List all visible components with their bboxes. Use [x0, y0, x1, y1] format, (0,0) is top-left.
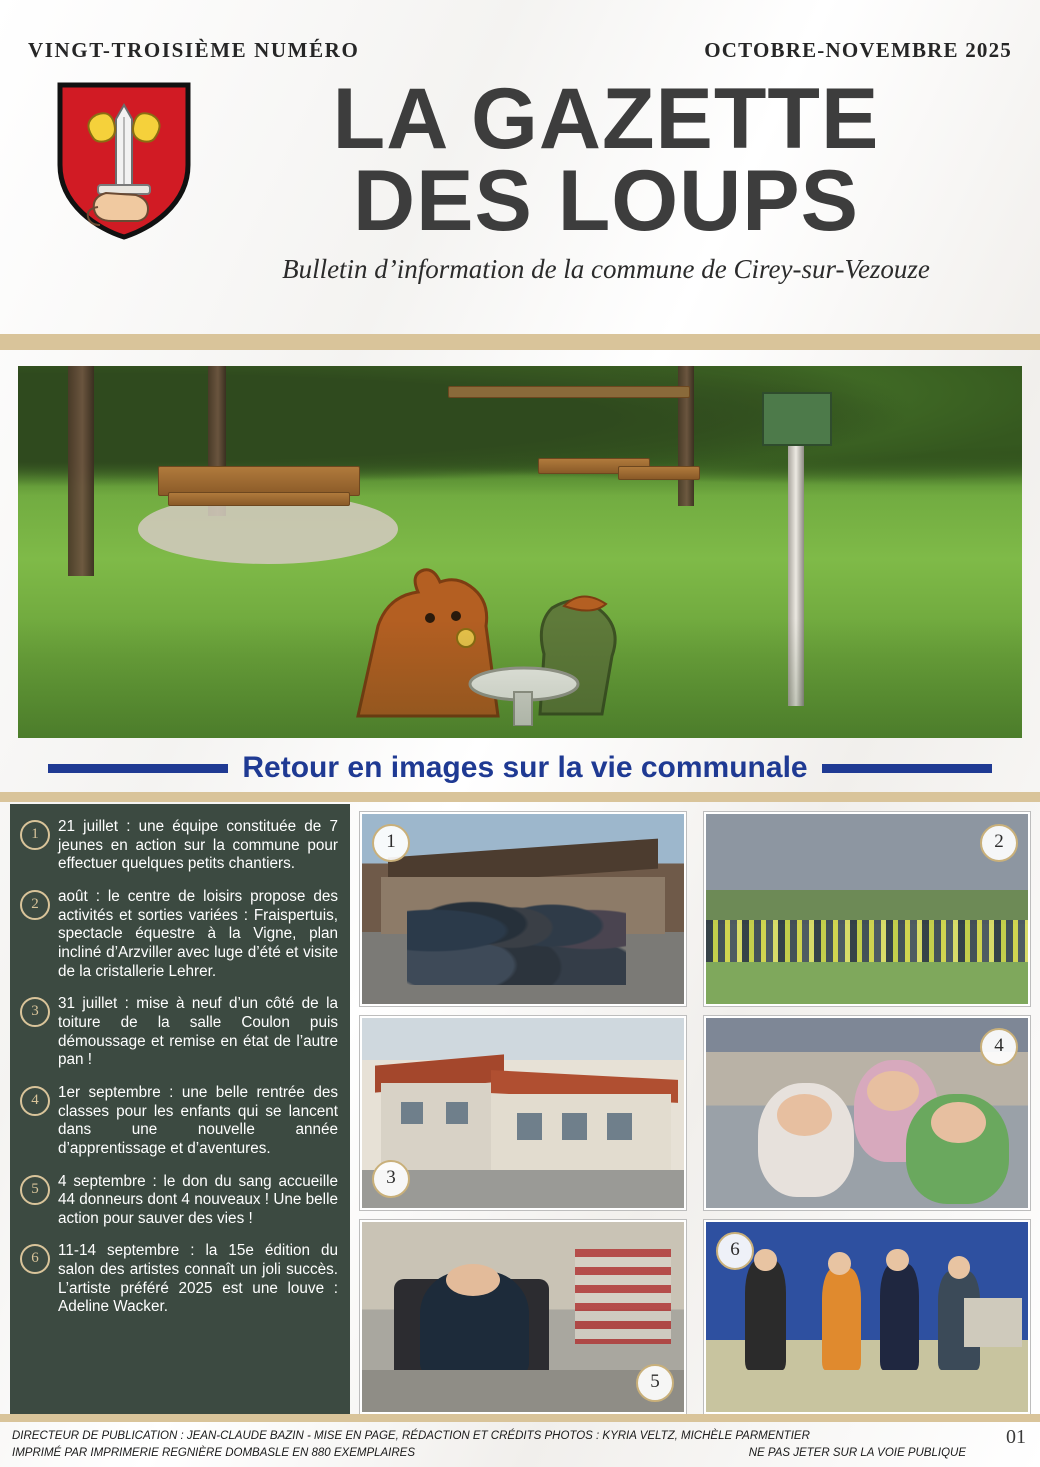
item-number-badge: 1 [20, 820, 50, 850]
heading-rule-right [822, 764, 992, 773]
photo-6 [704, 1220, 1030, 1414]
issue-line [28, 0, 1012, 63]
hero-tree-trunk [68, 366, 94, 576]
photo-3-window [401, 1102, 424, 1125]
page-number: 01 [1006, 1426, 1026, 1448]
photo-4-face [867, 1071, 919, 1111]
issue-number: VINGT-TROISIÈME NUMÉRO [28, 38, 360, 62]
divider-gold-bottom [0, 1414, 1040, 1422]
title-line-2: DES LOUPS [353, 152, 859, 249]
photo-5-donor-head [446, 1264, 501, 1296]
list-item [20, 1242, 338, 1317]
photo-number-badge: 2 [980, 824, 1018, 862]
footer [0, 1424, 1040, 1467]
item-text: 21 juillet : une équipe constituée de 7 jeunes en action sur la commune pour effectuer quelques petits chantiers. [58, 818, 338, 873]
item-text: 1er septembre : une belle rentrée des classes pour les enfants qui se lancent dans une nouvelle année d’apprentissage et d’aventures. [58, 1083, 338, 1157]
hero-photo [18, 366, 1022, 738]
list-item [20, 818, 338, 874]
photo-3-window [562, 1113, 588, 1140]
photo-1 [360, 812, 686, 1006]
hero-green-sign [762, 392, 832, 446]
photo-2-children [706, 920, 1028, 962]
content-area [10, 804, 1030, 1414]
photo-number-badge: 4 [980, 1028, 1018, 1066]
photo-6-head [754, 1249, 777, 1272]
photo-6-head [948, 1256, 971, 1279]
item-text: 31 juillet : mise à neuf d’un côté de la toiture de la salle Coulon puis démoussage et remise en état de l’autre pan ! [58, 995, 338, 1069]
title-row [28, 71, 1012, 285]
publication-subtitle: Bulletin d’information de la commune de Cirey-sur-Vezouze [282, 254, 930, 285]
photo-3-building-left [381, 1083, 490, 1170]
photo-number-badge: 6 [716, 1232, 754, 1270]
photo-6-table [964, 1298, 1022, 1347]
photo-6-person [745, 1260, 787, 1370]
item-number-badge: 6 [20, 1244, 50, 1274]
photo-4-face [931, 1102, 986, 1144]
footer-credits: DIRECTEUR DE PUBLICATION : JEAN-CLAUDE BAZIN - MISE EN PAGE, RÉDACTION ET CRÉDITS PHOTOS : KYRIA VELTZ, MICHÈLE PARMENTIER [12, 1430, 810, 1442]
photo-6-head [886, 1249, 909, 1272]
hero-swing-frame [448, 386, 690, 398]
item-number-badge: 2 [20, 890, 50, 920]
section-heading-bar [0, 742, 1040, 794]
list-item [20, 995, 338, 1070]
title-line-1: LA GAZETTE [332, 71, 880, 167]
photo-3-window [607, 1113, 633, 1140]
photo-number-badge: 5 [636, 1364, 674, 1402]
footer-printer: IMPRIMÉ PAR IMPRIMERIE REGNIÈRE DOMBASLE EN 880 EXEMPLAIRES [12, 1447, 416, 1460]
photo-number-badge: 3 [372, 1160, 410, 1198]
footer-second-line [12, 1445, 1026, 1462]
hero-picnic-bench [618, 466, 700, 480]
photo-3 [360, 1016, 686, 1210]
hero-bench-seat [168, 492, 350, 506]
photo-4 [704, 1016, 1030, 1210]
photo-5 [360, 1220, 686, 1414]
divider-gold-mid [0, 792, 1040, 802]
section-heading: Retour en images sur la vie communale [242, 751, 808, 784]
item-text: 4 septembre : le don du sang accueille 44 donneurs dont 4 nouveaux ! Une belle action pour sauver des vies ! [58, 1172, 338, 1227]
crest-icon [54, 81, 194, 241]
list-item [20, 888, 338, 981]
divider-gold-top [0, 334, 1040, 350]
photo-2-field [706, 962, 1028, 1004]
publication-title [200, 71, 1012, 249]
news-list [10, 804, 350, 1414]
photo-5-shelving [575, 1249, 672, 1344]
photo-2 [704, 812, 1030, 1006]
list-item [20, 1173, 338, 1229]
photo-6-person [822, 1268, 861, 1371]
photo-number-badge: 1 [372, 824, 410, 862]
photo-3-window [446, 1102, 469, 1125]
photo-6-person [880, 1264, 919, 1370]
photo-3-window [517, 1113, 543, 1140]
item-number-badge: 5 [20, 1175, 50, 1205]
item-number-badge: 3 [20, 997, 50, 1027]
issue-date: OCTOBRE-NOVEMBRE 2025 [704, 38, 1012, 62]
masthead [0, 0, 1040, 340]
item-number-badge: 4 [20, 1086, 50, 1116]
footer-notice: NE PAS JETER SUR LA VOIE PUBLIQUE [748, 1447, 966, 1460]
photo-5-floor [362, 1370, 684, 1412]
item-text: 11-14 septembre : la 15e édition du salon des artistes connaît un joli succès. L’artiste préféré 2025 est une louve : Adeline Wacker. [58, 1242, 338, 1316]
list-item [20, 1084, 338, 1159]
item-text: août : le centre de loisirs propose des activités et sorties variées : Fraispertuis, spectacle équestre à la Vigne, plan incliné d’Arzviller avec luge d’été et visite de la cristallerie Lehrer. [58, 887, 338, 980]
photo-1-people [407, 886, 626, 985]
photo-4-face [777, 1094, 832, 1136]
hero-vignette [18, 618, 1022, 738]
title-block [200, 71, 1012, 285]
photo-3-road [362, 1170, 684, 1208]
photo-6-head [828, 1252, 851, 1275]
photo-grid [360, 804, 1030, 1414]
heading-rule-left [48, 764, 228, 773]
